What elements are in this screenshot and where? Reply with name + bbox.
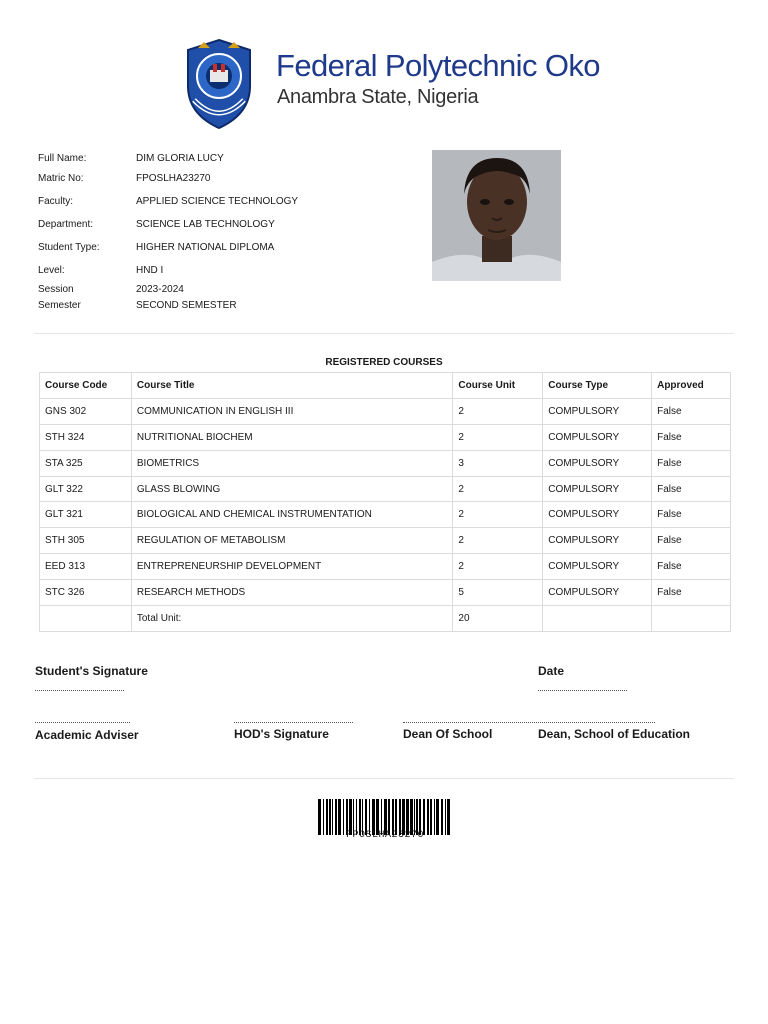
course-type: COMPULSORY [543, 424, 652, 450]
table-row [40, 398, 731, 424]
column-header: Course Title [131, 373, 453, 399]
course-approved: False [652, 502, 731, 528]
course-type: COMPULSORY [543, 554, 652, 580]
institution-crest-logo [180, 36, 258, 132]
course-title: GLASS BLOWING [131, 476, 453, 502]
table-row [40, 528, 731, 554]
course-unit: 2 [453, 424, 543, 450]
course-type: COMPULSORY [543, 450, 652, 476]
info-value: APPLIED SCIENCE TECHNOLOGY [136, 196, 299, 207]
dean-signature-line [403, 722, 655, 723]
table-row [40, 476, 731, 502]
table-row [40, 580, 731, 606]
info-value: 2023-2024 [136, 284, 184, 295]
course-unit: 2 [453, 528, 543, 554]
course-code: STH 305 [40, 528, 132, 554]
course-type: COMPULSORY [543, 502, 652, 528]
column-header: Approved [652, 373, 731, 399]
course-unit: 5 [453, 580, 543, 606]
student-signature-line [35, 690, 124, 691]
info-label: Student Type: [38, 242, 100, 253]
barcode-text: FPOSLHA23270 [345, 830, 424, 841]
course-code: GNS 302 [40, 398, 132, 424]
section-divider [34, 333, 734, 334]
document-header [0, 0, 768, 140]
dean-of-school-label: Dean Of School [403, 727, 493, 741]
total-unit-label: Total Unit: [131, 606, 453, 632]
info-label: Semester [38, 300, 81, 311]
course-title: NUTRITIONAL BIOCHEM [131, 424, 453, 450]
course-title: BIOLOGICAL AND CHEMICAL INSTRUMENTATION [131, 502, 453, 528]
course-unit: 3 [453, 450, 543, 476]
info-label: Session [38, 284, 74, 295]
table-row [40, 554, 731, 580]
course-code: GLT 322 [40, 476, 132, 502]
info-value: SECOND SEMESTER [136, 300, 237, 311]
info-label: Full Name: [38, 153, 87, 164]
course-type: COMPULSORY [543, 528, 652, 554]
course-approved: False [652, 450, 731, 476]
date-label: Date [538, 664, 565, 678]
info-value: HND I [136, 265, 164, 276]
student-signature-label: Student's Signature [35, 664, 148, 678]
total-unit-value: 20 [453, 606, 543, 632]
info-label: Faculty: [38, 196, 74, 207]
course-unit: 2 [453, 554, 543, 580]
empty-cell [652, 606, 731, 632]
student-passport-photo [432, 150, 561, 281]
course-approved: False [652, 528, 731, 554]
section-divider [34, 778, 734, 779]
info-label: Level: [38, 265, 65, 276]
column-header: Course Code [40, 373, 132, 399]
course-title: ENTREPRENEURSHIP DEVELOPMENT [131, 554, 453, 580]
dean-school-of-education-label: Dean, School of Education [538, 727, 691, 741]
course-unit: 2 [453, 502, 543, 528]
registered-courses-title: REGISTERED COURSES [325, 357, 443, 368]
info-value: HIGHER NATIONAL DIPLOMA [136, 242, 275, 253]
course-code: STC 326 [40, 580, 132, 606]
info-value: FPOSLHA23270 [136, 173, 211, 184]
adviser-signature-line [35, 722, 130, 723]
course-title: RESEARCH METHODS [131, 580, 453, 606]
hod-signature-label: HOD's Signature [234, 727, 329, 741]
course-approved: False [652, 554, 731, 580]
info-label: Department: [38, 219, 94, 230]
date-line [538, 690, 627, 691]
course-code: EED 313 [40, 554, 132, 580]
portrait-image [432, 150, 561, 281]
table-row [40, 450, 731, 476]
course-code: STH 324 [40, 424, 132, 450]
column-header: Course Unit [453, 373, 543, 399]
hod-signature-line [234, 722, 353, 723]
course-title: REGULATION OF METABOLISM [131, 528, 453, 554]
total-row [40, 606, 731, 632]
info-label: Matric No: [38, 173, 84, 184]
institution-location: Anambra State, Nigeria [277, 86, 479, 108]
course-type: COMPULSORY [543, 398, 652, 424]
table-row [40, 424, 731, 450]
course-title: COMMUNICATION IN ENGLISH III [131, 398, 453, 424]
info-value: DIM GLORIA LUCY [136, 153, 224, 164]
course-type: COMPULSORY [543, 580, 652, 606]
empty-cell [543, 606, 652, 632]
courses-table [39, 372, 731, 632]
empty-cell [40, 606, 132, 632]
academic-adviser-label: Academic Adviser [35, 728, 139, 742]
course-unit: 2 [453, 476, 543, 502]
column-header: Course Type [543, 373, 652, 399]
course-approved: False [652, 398, 731, 424]
course-code: STA 325 [40, 450, 132, 476]
course-approved: False [652, 476, 731, 502]
course-unit: 2 [453, 398, 543, 424]
course-title: BIOMETRICS [131, 450, 453, 476]
institution-name: Federal Polytechnic Oko [276, 48, 600, 83]
course-code: GLT 321 [40, 502, 132, 528]
info-value: SCIENCE LAB TECHNOLOGY [136, 219, 275, 230]
table-row [40, 502, 731, 528]
table-header-row [40, 373, 731, 399]
course-type: COMPULSORY [543, 476, 652, 502]
course-approved: False [652, 580, 731, 606]
course-approved: False [652, 424, 731, 450]
